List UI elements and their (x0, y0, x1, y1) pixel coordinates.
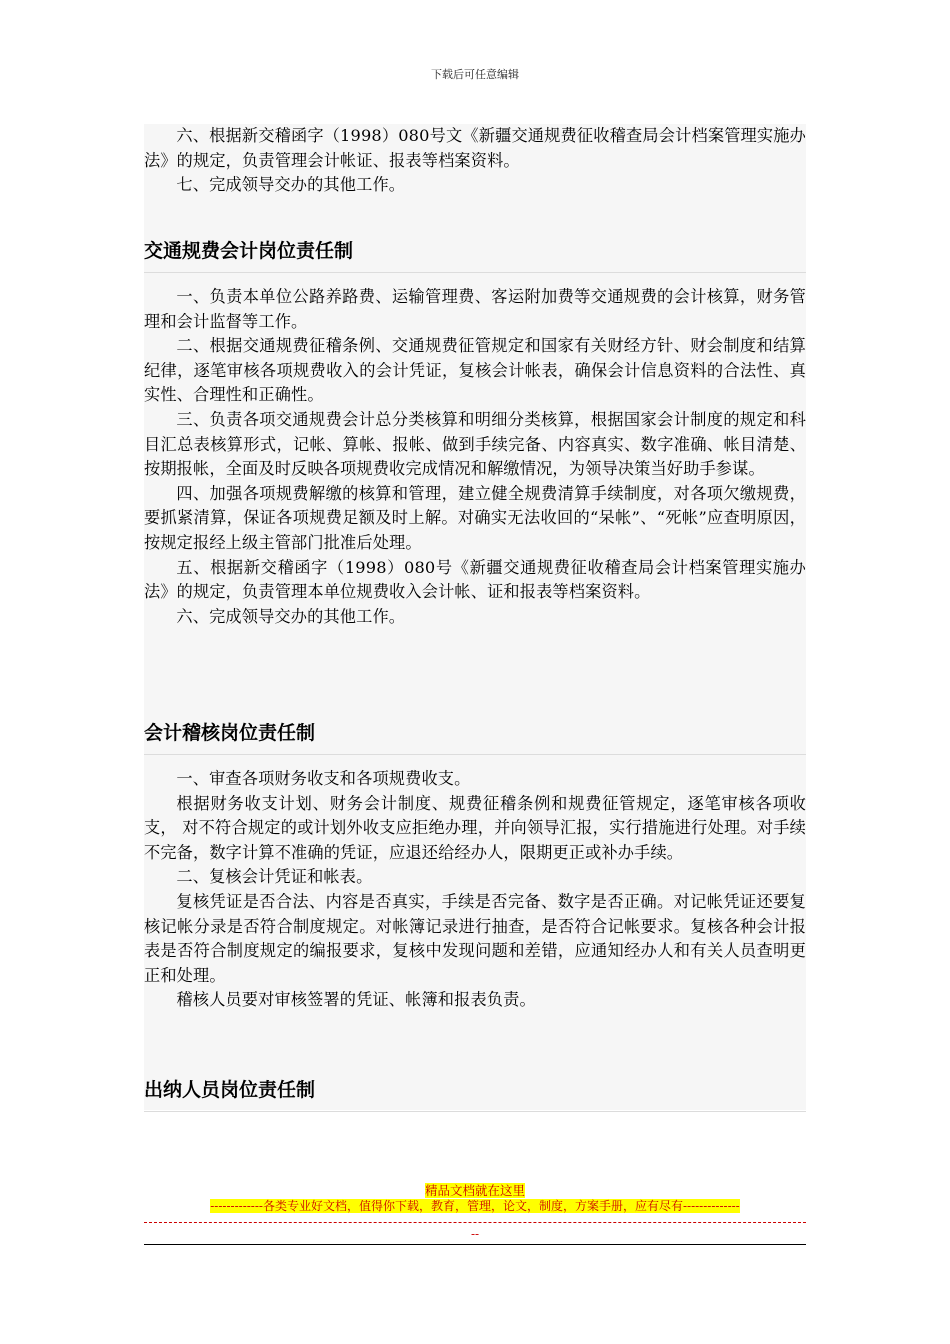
paragraph: 六、完成领导交办的其他工作。 (176, 606, 406, 626)
footer-title-text: 精品文档就在这里 (424, 1183, 525, 1198)
paragraph: 复核凭证是否合法、内容是否真实，手续是否完备、数字是否正确。对记帐凭证还要复核记帐分录是否符合制度规定。对帐簿记录进行抽查，是否符合记帐要求。复核各种会计报表是否符合制度规定的编报要求，复核中发现问题和差错，应通知经办人和有关人员查明更正和处理。 (144, 891, 806, 985)
paragraph: 三、负责各项交通规费会计总分类核算和明细分类核算，根据国家会计制度的规定和科目汇总表核算形式，记帐、算帐、报帐、做到手续完备、内容真实、数字准确、帐目清楚、按期报帐，全面及时反映各项规费收完成情况和解缴情况，为领导决策当好助手参谋。 (144, 409, 806, 479)
paragraph: 二、根据交通规费征稽条例、交通规费征管规定和国家有关财经方针、财会制度和结算纪律，逐笔审核各项规费收入的会计凭证，复核会计帐表，确保会计信息资料的合法性、真实性、合理性和正确性。 (144, 336, 806, 405)
paragraph: 七、完成领导交办的其他工作。 (176, 175, 406, 195)
footer-rule (144, 1244, 806, 1245)
paragraph: 根据财务收支计划、财务会计制度、规费征稽条例和规费征管规定，逐笔审核各项收支， 对不符合规定的或计划外收支应拒绝办理，并向领导汇报，实行措施进行处理。对手续不完备，数字计算不准确的凭证，应退还给经办人，限期更正或补办手续。 (144, 793, 806, 862)
paragraph: 一、负责本单位公路养路费、运输管理费、客运附加费等交通规费的会计核算，财务管理和会计监督等工作。 (144, 287, 806, 331)
paragraph: 稽核人员要对审核签署的凭证、帐簿和报表负责。 (176, 990, 536, 1010)
document-body (144, 124, 806, 1110)
paragraph: 六、根据新交稽函字（1998）080号文《新疆交通规费征收稽查局会计档案管理实施办法》的规定，负责管理会计帐证、报表等档案资料。 (144, 126, 806, 170)
page-header: 下载后可任意编辑 (431, 68, 519, 81)
footer-dashed-divider (144, 1212, 806, 1223)
paragraph: 一、审查各项财务收支和各项规费收支。 (176, 769, 471, 788)
paragraph: 四、加强各项规费解缴的核算和管理，建立健全规费清算手续制度，对各项欠缴规费，要抓紧清算，保证各项规费足额及时上解。对确实无法收回的“呆帐”、“死帐”应查明原因，按规定报经上级主管部门批准后处理。 (144, 483, 806, 552)
section-traffic-fee-accounting (144, 285, 806, 629)
section-heading-cashier: 出纳人员岗位责任制 (144, 1075, 806, 1112)
footer-promo-text: -------------各类专业好文档，值得你下载，教育，管理，论文，制度，方案手册，应有尽有-------------- (210, 1199, 740, 1213)
section-accounting-audit (144, 767, 806, 1013)
paragraph: 五、根据新交稽函字（1998）080号《新疆交通规费征收稽查局会计档案管理实施办法》的规定，负责管理本单位规费收入会计帐、证和报表等档案资料。 (144, 557, 806, 602)
footer-dash-tail: -- (470, 1227, 480, 1241)
section-heading-traffic-fee-accounting: 交通规费会计岗位责任制 (144, 236, 806, 273)
section-accounting-archive-tail (144, 124, 806, 198)
section-heading-accounting-audit: 会计稽核岗位责任制 (144, 718, 806, 755)
paragraph: 二、复核会计凭证和帐表。 (176, 867, 373, 887)
